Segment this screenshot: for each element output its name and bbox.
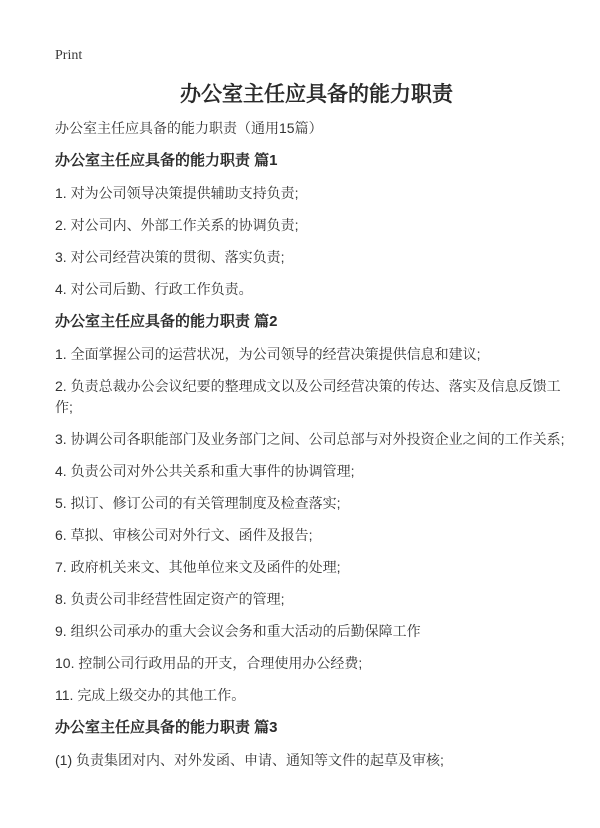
section-heading: 办公室主任应具备的能力职责 篇1	[55, 152, 278, 169]
section-heading: 办公室主任应具备的能力职责 篇2	[55, 313, 278, 330]
print-button[interactable]: Print	[55, 48, 83, 63]
document-section	[55, 311, 578, 706]
section-item: 2. 负责总裁办公会议纪要的整理成文以及公司经营决策的传达、落实及信息反馈工作;	[55, 378, 561, 415]
section-item: 6. 草拟、审核公司对外行文、函件及报告;	[55, 527, 313, 543]
section-item: 8. 负责公司非经营性固定资产的管理;	[55, 591, 285, 607]
section-item: 3. 对公司经营决策的贯彻、落实负责;	[55, 249, 285, 265]
document-section	[55, 717, 578, 771]
document-content	[55, 46, 578, 771]
document-subtitle: 办公室主任应具备的能力职责（通用15篇）	[55, 120, 323, 136]
section-item: (1) 负责集团对内、对外发函、申请、通知等文件的起草及审核;	[55, 752, 444, 768]
section-item: 11. 完成上级交办的其他工作。	[55, 687, 246, 703]
page-title: 办公室主任应具备的能力职责	[180, 83, 453, 106]
section-item: 4. 负责公司对外公共关系和重大事件的协调管理;	[55, 463, 355, 479]
section-item: 9. 组织公司承办的重大会议会务和重大活动的后勤保障工作	[55, 623, 421, 639]
section-item: 10. 控制公司行政用品的开支，合理使用办公经费;	[55, 655, 363, 671]
document-section	[55, 150, 578, 300]
section-item: 4. 对公司后勤、行政工作负责。	[55, 281, 253, 297]
section-item: 7. 政府机关来文、其他单位来文及函件的处理;	[55, 559, 341, 575]
section-item: 5. 拟订、修订公司的有关管理制度及检查落实;	[55, 495, 341, 511]
section-item: 2. 对公司内、外部工作关系的协调负责;	[55, 217, 299, 233]
sections	[55, 150, 578, 771]
section-item: 1. 对为公司领导决策提供辅助支持负责;	[55, 185, 299, 201]
section-heading: 办公室主任应具备的能力职责 篇3	[55, 719, 278, 736]
section-item: 1. 全面掌握公司的运营状况，为公司领导的经营决策提供信息和建议;	[55, 346, 481, 362]
section-item: 3. 协调公司各职能部门及业务部门之间、公司总部与对外投资企业之间的工作关系;	[55, 431, 565, 447]
